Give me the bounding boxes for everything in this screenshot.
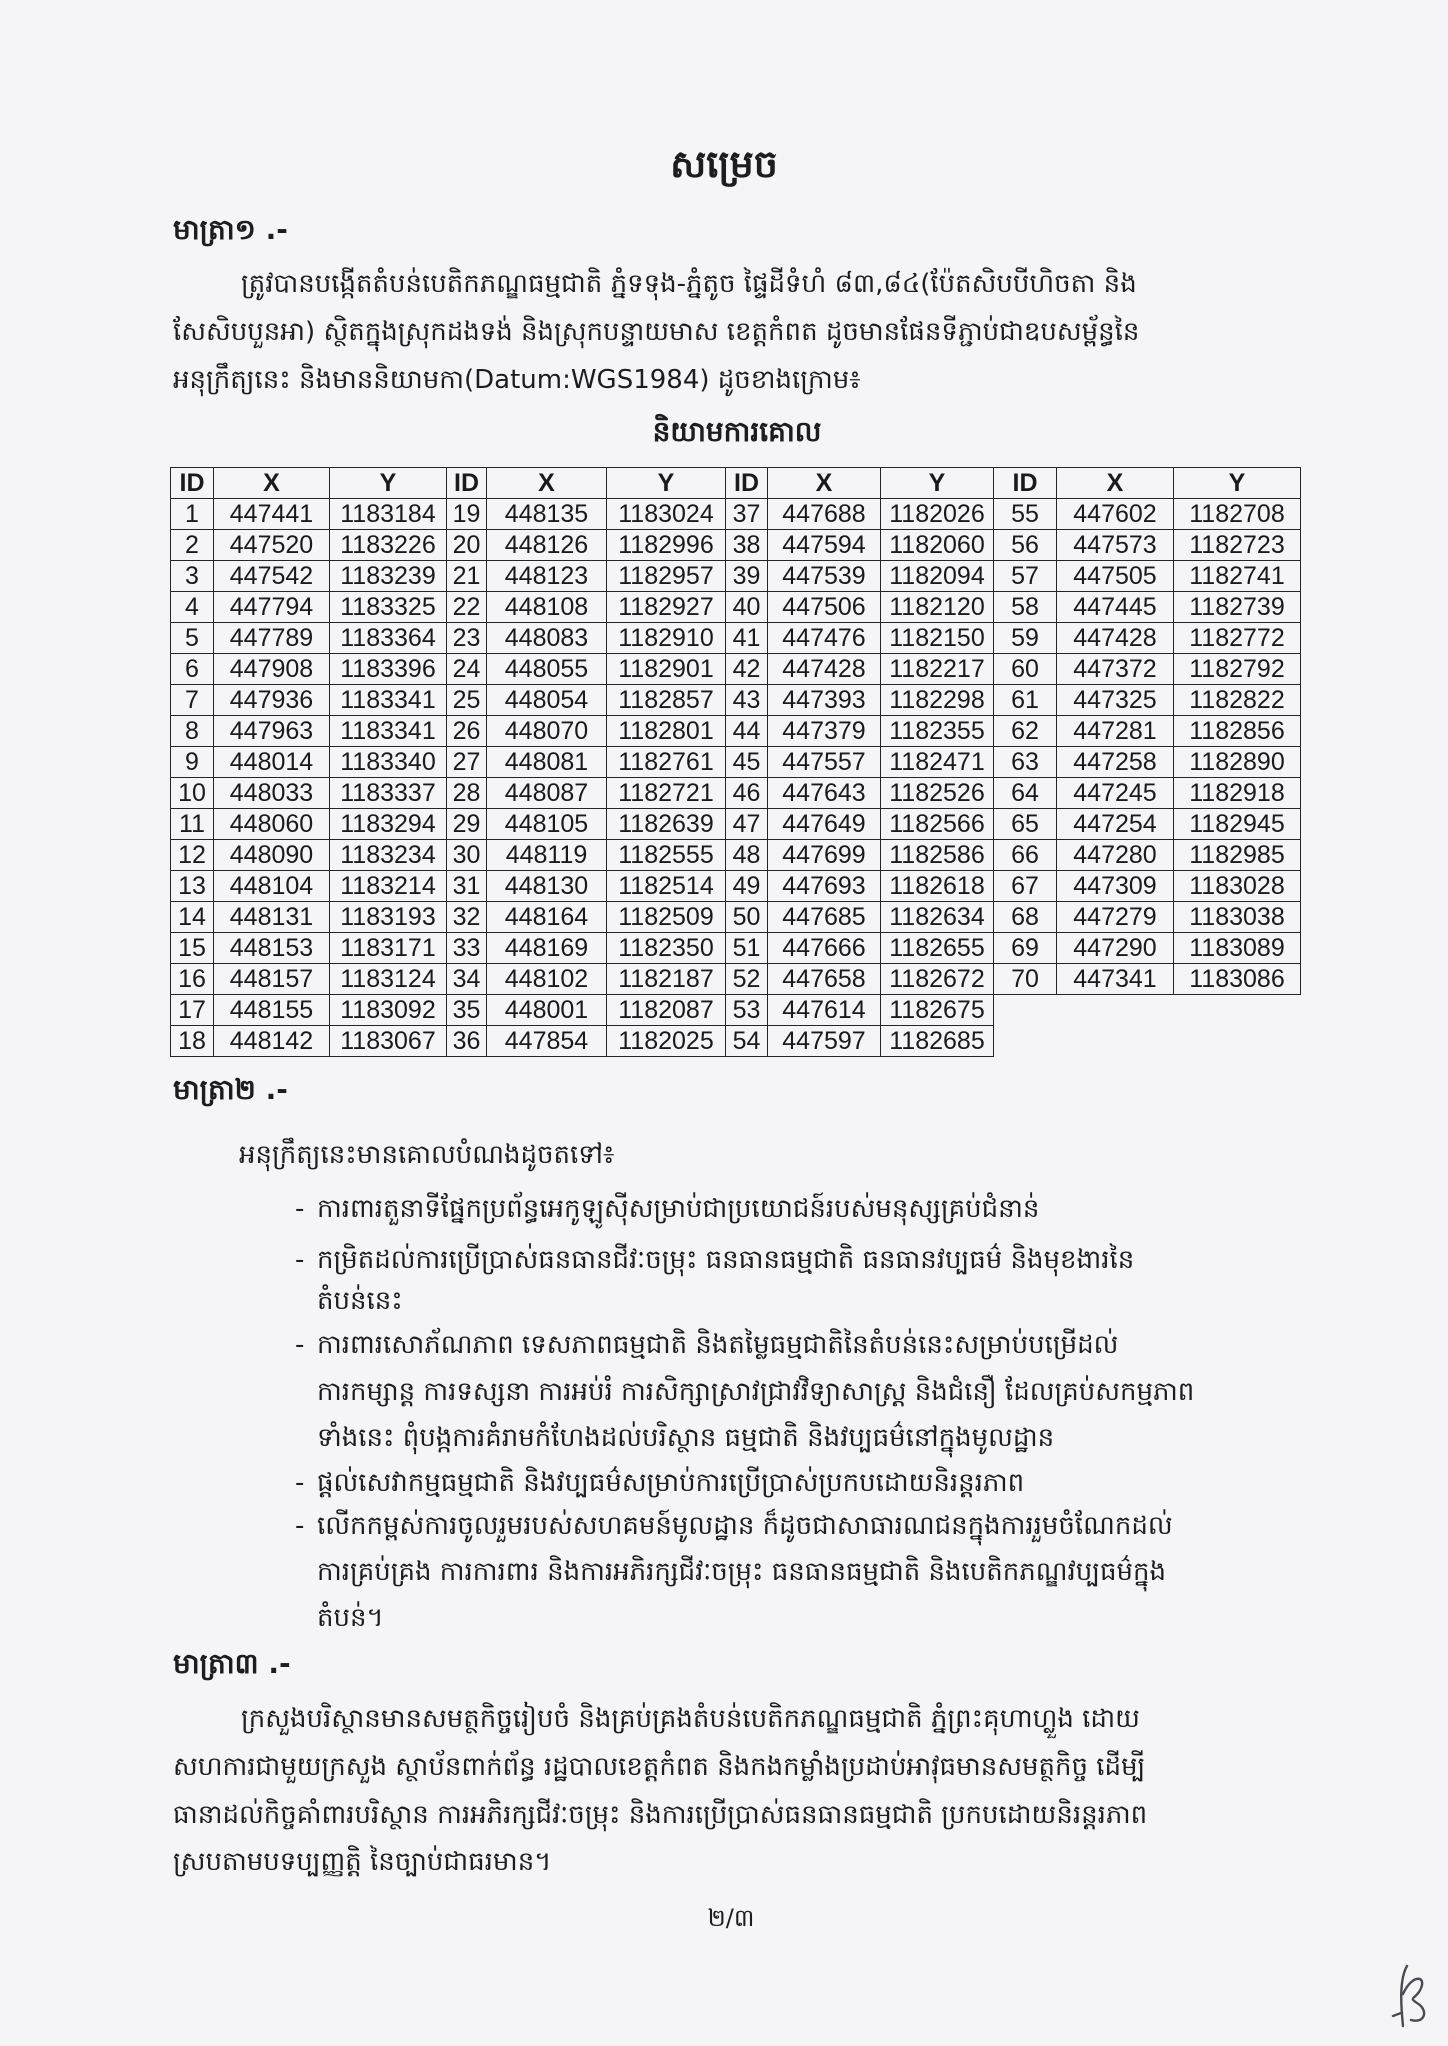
coord-y-cell: 1183396 — [330, 654, 447, 685]
coord-x-cell: 447505 — [1057, 561, 1174, 592]
coord-y-cell: 1183325 — [330, 592, 447, 623]
coord-y-cell: 1182187 — [607, 964, 726, 995]
coord-id-cell: 46 — [726, 778, 768, 809]
bullet-marker: - — [295, 1468, 305, 1498]
coord-y-cell: 1182355 — [881, 716, 994, 747]
coord-y-cell: 1182685 — [881, 1026, 994, 1057]
bullet-line: ការពារសោភ័ណភាព ទេសភាពធម្មជាតិ និងតម្លៃធម្មជាតិនៃតំបន់នេះសម្រាប់បម្រើដល់ — [317, 1330, 1119, 1360]
coord-id-cell: 12 — [171, 840, 214, 871]
coord-x-cell: 447688 — [768, 499, 881, 530]
coord-y-cell: 1183067 — [330, 1026, 447, 1057]
coord-y-cell: 1182094 — [881, 561, 994, 592]
coord-x-cell: 447279 — [1057, 902, 1174, 933]
coord-id-cell: 40 — [726, 592, 768, 623]
coord-x-cell: 448054 — [487, 685, 607, 716]
article1-heading: មាត្រា១ .- — [173, 213, 288, 246]
bullet-line: ការកម្សាន្ត ការទស្សនា ការអប់រំ ការសិក្សាស្រាវជ្រាវវិទ្យាសាស្ត្រ និងជំនឿ ដែលគ្រប់សកម្មភាព — [317, 1377, 1195, 1407]
coord-x-cell: 447258 — [1057, 747, 1174, 778]
coord-id-cell: 15 — [171, 933, 214, 964]
coord-x-cell: 447685 — [768, 902, 881, 933]
coord-x-cell: 447963 — [214, 716, 330, 747]
coord-y-cell: 1182217 — [881, 654, 994, 685]
coord-table-row — [171, 778, 1301, 809]
coord-id-cell: 61 — [994, 685, 1057, 716]
coord-y-cell: 1183024 — [607, 499, 726, 530]
coord-x-cell: 448070 — [487, 716, 607, 747]
coord-y-cell: 1182857 — [607, 685, 726, 716]
bullet-line: ការពារតួនាទីផ្នែកប្រព័ន្ធអេកូឡូស៊ីសម្រាប់ជាប្រយោជន៍របស់មនុស្សគ្រប់ជំនាន់ — [317, 1194, 1040, 1224]
coord-x-cell: 448108 — [487, 592, 607, 623]
coord-table-row — [171, 685, 1301, 716]
coord-id-cell: 33 — [447, 933, 487, 964]
bullet-line: តំបន់នេះ — [317, 1286, 403, 1316]
coord-x-cell: 448155 — [214, 995, 330, 1026]
coord-y-cell: 1182150 — [881, 623, 994, 654]
coord-id-cell: 66 — [994, 840, 1057, 871]
header-y: Y — [881, 468, 994, 499]
coord-y-cell: 1183038 — [1174, 902, 1301, 933]
coord-id-cell: 4 — [171, 592, 214, 623]
coord-x-cell: 447445 — [1057, 592, 1174, 623]
coord-x-cell: 447557 — [768, 747, 881, 778]
coord-id-cell: 25 — [447, 685, 487, 716]
coord-id-cell: 11 — [171, 809, 214, 840]
coord-table-body — [171, 499, 1301, 1057]
coord-x-cell: 447372 — [1057, 654, 1174, 685]
coord-y-cell: 1182586 — [881, 840, 994, 871]
header-x: X — [214, 468, 330, 499]
coord-y-cell: 1182672 — [881, 964, 994, 995]
bullet-marker: - — [295, 1194, 305, 1224]
coord-x-cell: 447290 — [1057, 933, 1174, 964]
coord-id-cell: 59 — [994, 623, 1057, 654]
coord-table-row — [171, 561, 1301, 592]
header-id: ID — [994, 468, 1057, 499]
coord-y-cell: 1182927 — [607, 592, 726, 623]
coord-x-cell: 447476 — [768, 623, 881, 654]
coord-id-cell: 27 — [447, 747, 487, 778]
coord-y-cell: 1182792 — [1174, 654, 1301, 685]
page-number: ២/៣ — [707, 1904, 755, 1932]
coord-y-cell: 1183341 — [330, 685, 447, 716]
empty-cell — [994, 1026, 1057, 1057]
coord-id-cell: 54 — [726, 1026, 768, 1057]
coord-y-cell: 1182723 — [1174, 530, 1301, 561]
coord-x-cell: 447693 — [768, 871, 881, 902]
bullet-line: ទាំងនេះ ពុំបង្កការគំរាមកំហែងដល់បរិស្ថាន ធម្មជាតិ និងវប្បធម៌នៅក្នុងមូលដ្ឋាន — [317, 1423, 1055, 1453]
coord-y-cell: 1182655 — [881, 933, 994, 964]
coord-y-cell: 1183086 — [1174, 964, 1301, 995]
coord-y-cell: 1182675 — [881, 995, 994, 1026]
signature-initial — [1383, 1958, 1435, 2032]
bullet-marker: - — [295, 1330, 305, 1360]
coord-x-cell: 448083 — [487, 623, 607, 654]
empty-cell — [1174, 1026, 1301, 1057]
coord-id-cell: 7 — [171, 685, 214, 716]
coord-id-cell: 8 — [171, 716, 214, 747]
coord-id-cell: 34 — [447, 964, 487, 995]
coord-y-cell: 1182298 — [881, 685, 994, 716]
coord-id-cell: 31 — [447, 871, 487, 902]
coord-x-cell: 448123 — [487, 561, 607, 592]
coord-y-cell: 1183337 — [330, 778, 447, 809]
coord-y-cell: 1183193 — [330, 902, 447, 933]
article2-intro: អនុក្រឹត្យនេះមានគោលបំណងដូចតទៅ៖ — [239, 1140, 615, 1170]
coord-x-cell: 448001 — [487, 995, 607, 1026]
bullet-line: លើកកម្ពស់ការចូលរួមរបស់សហគមន៍មូលដ្ឋាន ក៏ដូចជាសាធារណជនក្នុងការរួមចំណែកដល់ — [317, 1511, 1173, 1541]
header-x: X — [487, 468, 607, 499]
coord-y-cell: 1182526 — [881, 778, 994, 809]
coord-table-row — [171, 716, 1301, 747]
coord-id-cell: 57 — [994, 561, 1057, 592]
article1-paragraph-line: អនុក្រឹត្យនេះ និងមាននិយាមកា(Datum:WGS1984) ដូចខាងក្រោម៖ — [173, 365, 861, 395]
coord-x-cell: 447393 — [768, 685, 881, 716]
coord-y-cell: 1182985 — [1174, 840, 1301, 871]
coord-id-cell: 20 — [447, 530, 487, 561]
coord-table-row — [171, 623, 1301, 654]
coord-id-cell: 10 — [171, 778, 214, 809]
coord-y-cell: 1183340 — [330, 747, 447, 778]
coord-x-cell: 447379 — [768, 716, 881, 747]
coord-x-cell: 447506 — [768, 592, 881, 623]
coord-x-cell: 447309 — [1057, 871, 1174, 902]
coord-y-cell: 1182566 — [881, 809, 994, 840]
coord-x-cell: 447520 — [214, 530, 330, 561]
article1-paragraph-line: សែសិបបួនអា) ស្ថិតក្នុងស្រុកដងទង់ និងស្រុកបន្ទាយមាស ខេត្តកំពត ដូចមានផែនទីភ្ជាប់ជាឧបសម្ព័ន្ធនៃ — [173, 317, 1140, 347]
coord-id-cell: 49 — [726, 871, 768, 902]
coord-x-cell: 447699 — [768, 840, 881, 871]
coord-y-cell: 1182761 — [607, 747, 726, 778]
coord-table-row — [171, 1026, 1301, 1057]
coord-x-cell: 448157 — [214, 964, 330, 995]
coord-x-cell: 447643 — [768, 778, 881, 809]
bullet-marker: - — [295, 1245, 305, 1275]
coord-id-cell: 70 — [994, 964, 1057, 995]
coord-x-cell: 448087 — [487, 778, 607, 809]
coord-y-cell: 1182639 — [607, 809, 726, 840]
coord-id-cell: 56 — [994, 530, 1057, 561]
coord-x-cell: 447325 — [1057, 685, 1174, 716]
coord-id-cell: 30 — [447, 840, 487, 871]
coord-id-cell: 67 — [994, 871, 1057, 902]
coord-table-row — [171, 840, 1301, 871]
bullet-marker: - — [295, 1511, 305, 1541]
coord-y-cell: 1183171 — [330, 933, 447, 964]
coord-table-row — [171, 809, 1301, 840]
coord-id-cell: 17 — [171, 995, 214, 1026]
coord-x-cell: 448153 — [214, 933, 330, 964]
coord-y-cell: 1182856 — [1174, 716, 1301, 747]
coord-y-cell: 1182772 — [1174, 623, 1301, 654]
coord-id-cell: 18 — [171, 1026, 214, 1057]
coord-y-cell: 1182514 — [607, 871, 726, 902]
coord-y-cell: 1182555 — [607, 840, 726, 871]
coord-id-cell: 47 — [726, 809, 768, 840]
coord-id-cell: 29 — [447, 809, 487, 840]
coord-table-row — [171, 902, 1301, 933]
coord-id-cell: 23 — [447, 623, 487, 654]
coord-id-cell: 9 — [171, 747, 214, 778]
coord-y-cell: 1182910 — [607, 623, 726, 654]
coord-y-cell: 1182708 — [1174, 499, 1301, 530]
coord-y-cell: 1182087 — [607, 995, 726, 1026]
coord-y-cell: 1182721 — [607, 778, 726, 809]
coord-y-cell: 1182739 — [1174, 592, 1301, 623]
coord-x-cell: 448126 — [487, 530, 607, 561]
article3-paragraph-line: សហការជាមួយក្រសួង ស្ថាប័នពាក់ព័ន្ធ រដ្ឋបាលខេត្តកំពត និងកងកម្លាំងប្រដាប់អាវុធមានសមត្ថកិច្ច ដើម្បី — [173, 1752, 1146, 1782]
coord-id-cell: 44 — [726, 716, 768, 747]
coord-id-cell: 53 — [726, 995, 768, 1026]
coord-x-cell: 448014 — [214, 747, 330, 778]
coord-x-cell: 447908 — [214, 654, 330, 685]
coord-y-cell: 1183214 — [330, 871, 447, 902]
coord-y-cell: 1182618 — [881, 871, 994, 902]
coord-id-cell: 32 — [447, 902, 487, 933]
coord-table-row — [171, 871, 1301, 902]
coord-id-cell: 68 — [994, 902, 1057, 933]
coord-y-cell: 1183341 — [330, 716, 447, 747]
article3-paragraph-line: ក្រសួងបរិស្ថានមានសមត្ថកិច្ចរៀបចំ និងគ្រប់គ្រងតំបន់បេតិកភណ្ឌធម្មជាតិ ភ្នំព្រះគុហាហ្លួង ដោយ — [241, 1704, 1140, 1734]
coord-y-cell: 1182957 — [607, 561, 726, 592]
coord-x-cell: 448105 — [487, 809, 607, 840]
coord-id-cell: 5 — [171, 623, 214, 654]
coord-id-cell: 45 — [726, 747, 768, 778]
coord-id-cell: 43 — [726, 685, 768, 716]
coord-id-cell: 58 — [994, 592, 1057, 623]
header-x: X — [1057, 468, 1174, 499]
coord-y-cell: 1183124 — [330, 964, 447, 995]
coord-x-cell: 447281 — [1057, 716, 1174, 747]
coord-y-cell: 1182350 — [607, 933, 726, 964]
coord-id-cell: 22 — [447, 592, 487, 623]
coord-x-cell: 448131 — [214, 902, 330, 933]
coord-y-cell: 1182025 — [607, 1026, 726, 1057]
coord-y-cell: 1183184 — [330, 499, 447, 530]
empty-cell — [1174, 995, 1301, 1026]
header-y: Y — [607, 468, 726, 499]
empty-cell — [1057, 1026, 1174, 1057]
coord-x-cell: 447341 — [1057, 964, 1174, 995]
header-id: ID — [726, 468, 768, 499]
coord-id-cell: 65 — [994, 809, 1057, 840]
coord-table-row — [171, 499, 1301, 530]
coord-id-cell: 51 — [726, 933, 768, 964]
coord-table-row — [171, 654, 1301, 685]
coord-y-cell: 1183239 — [330, 561, 447, 592]
coord-x-cell: 448033 — [214, 778, 330, 809]
coord-x-cell: 447789 — [214, 623, 330, 654]
coord-x-cell: 448142 — [214, 1026, 330, 1057]
coord-id-cell: 13 — [171, 871, 214, 902]
coord-y-cell: 1182509 — [607, 902, 726, 933]
coord-x-cell: 447428 — [768, 654, 881, 685]
coord-y-cell: 1183089 — [1174, 933, 1301, 964]
coord-table-row — [171, 933, 1301, 964]
empty-cell — [1057, 995, 1174, 1026]
coord-x-cell: 448119 — [487, 840, 607, 871]
coord-id-cell: 3 — [171, 561, 214, 592]
coord-table-header-row — [171, 468, 1301, 499]
coord-y-cell: 1183364 — [330, 623, 447, 654]
coord-id-cell: 55 — [994, 499, 1057, 530]
coord-y-cell: 1182060 — [881, 530, 994, 561]
coord-x-cell: 447649 — [768, 809, 881, 840]
article2-heading: មាត្រា២ .- — [173, 1073, 288, 1106]
coord-id-cell: 35 — [447, 995, 487, 1026]
article1-paragraph-line: ត្រូវបានបង្កើតតំបន់បេតិកភណ្ឌធម្មជាតិ ភ្នំទទុង-ភ្នំតូច ផ្ទៃដីទំហំ ៨៣,៨៤(ប៉ែតសិបបីហិចតា និង — [241, 269, 1137, 299]
coord-table-row — [171, 592, 1301, 623]
coord-x-cell: 447542 — [214, 561, 330, 592]
coord-id-cell: 1 — [171, 499, 214, 530]
header-id: ID — [171, 468, 214, 499]
coord-y-cell: 1182996 — [607, 530, 726, 561]
coord-y-cell: 1183028 — [1174, 871, 1301, 902]
coord-id-cell: 16 — [171, 964, 214, 995]
coord-y-cell: 1182901 — [607, 654, 726, 685]
coord-x-cell: 447573 — [1057, 530, 1174, 561]
coord-x-cell: 448135 — [487, 499, 607, 530]
header-x: X — [768, 468, 881, 499]
article3-heading: មាត្រា៣ .- — [173, 1647, 291, 1680]
coord-x-cell: 448081 — [487, 747, 607, 778]
coord-id-cell: 48 — [726, 840, 768, 871]
coord-x-cell: 447441 — [214, 499, 330, 530]
coord-id-cell: 39 — [726, 561, 768, 592]
coord-id-cell: 2 — [171, 530, 214, 561]
coord-y-cell: 1182471 — [881, 747, 994, 778]
coord-x-cell: 448169 — [487, 933, 607, 964]
coord-id-cell: 26 — [447, 716, 487, 747]
coord-x-cell: 448055 — [487, 654, 607, 685]
coord-table-row — [171, 530, 1301, 561]
header-id: ID — [447, 468, 487, 499]
coord-y-cell: 1182741 — [1174, 561, 1301, 592]
coord-id-cell: 28 — [447, 778, 487, 809]
coord-id-cell: 52 — [726, 964, 768, 995]
coord-x-cell: 447614 — [768, 995, 881, 1026]
coord-table-row — [171, 964, 1301, 995]
coord-y-cell: 1182918 — [1174, 778, 1301, 809]
coord-id-cell: 14 — [171, 902, 214, 933]
coord-table-row — [171, 747, 1301, 778]
empty-cell — [994, 995, 1057, 1026]
coord-x-cell: 447854 — [487, 1026, 607, 1057]
coord-x-cell: 447594 — [768, 530, 881, 561]
coord-id-cell: 24 — [447, 654, 487, 685]
coord-id-cell: 38 — [726, 530, 768, 561]
coord-y-cell: 1182945 — [1174, 809, 1301, 840]
coord-id-cell: 21 — [447, 561, 487, 592]
coord-y-cell: 1182890 — [1174, 747, 1301, 778]
coord-id-cell: 50 — [726, 902, 768, 933]
coord-id-cell: 62 — [994, 716, 1057, 747]
coord-id-cell: 64 — [994, 778, 1057, 809]
coord-y-cell: 1182634 — [881, 902, 994, 933]
coord-x-cell: 447658 — [768, 964, 881, 995]
header-y: Y — [330, 468, 447, 499]
coord-x-cell: 447428 — [1057, 623, 1174, 654]
coord-y-cell: 1183294 — [330, 809, 447, 840]
coord-y-cell: 1182026 — [881, 499, 994, 530]
coord-y-cell: 1183234 — [330, 840, 447, 871]
coord-x-cell: 447539 — [768, 561, 881, 592]
coord-x-cell: 448090 — [214, 840, 330, 871]
coordinate-table-title: និយាមការគោល — [652, 415, 822, 448]
coord-y-cell: 1183092 — [330, 995, 447, 1026]
coord-x-cell: 448060 — [214, 809, 330, 840]
coord-x-cell: 447602 — [1057, 499, 1174, 530]
coord-id-cell: 36 — [447, 1026, 487, 1057]
coord-x-cell: 447597 — [768, 1026, 881, 1057]
coord-x-cell: 448130 — [487, 871, 607, 902]
coord-id-cell: 63 — [994, 747, 1057, 778]
bullet-line: ការគ្រប់គ្រង ការការពារ និងការអភិរក្សជីវៈចម្រុះ ធនធានធម្មជាតិ និងបេតិកភណ្ឌវប្បធម៌ក្នុង — [317, 1557, 1167, 1587]
coord-x-cell: 447666 — [768, 933, 881, 964]
coord-y-cell: 1182822 — [1174, 685, 1301, 716]
coord-x-cell: 448164 — [487, 902, 607, 933]
header-y: Y — [1174, 468, 1301, 499]
coordinate-table — [170, 467, 1301, 1057]
bullet-line: កម្រិតដល់ការប្រើប្រាស់ធនធានជីវៈចម្រុះ ធនធានធម្មជាតិ ធនធានវប្បធម៌ និងមុខងារនៃ — [317, 1245, 1135, 1275]
coord-id-cell: 41 — [726, 623, 768, 654]
coord-x-cell: 448104 — [214, 871, 330, 902]
coord-x-cell: 448102 — [487, 964, 607, 995]
coord-y-cell: 1182120 — [881, 592, 994, 623]
coord-id-cell: 37 — [726, 499, 768, 530]
coord-y-cell: 1182801 — [607, 716, 726, 747]
coord-x-cell: 447794 — [214, 592, 330, 623]
coord-x-cell: 447254 — [1057, 809, 1174, 840]
bullet-line: តំបន់។ — [317, 1603, 384, 1633]
coord-x-cell: 447280 — [1057, 840, 1174, 871]
coord-table-row — [171, 995, 1301, 1026]
article3-paragraph-line: ធានាដល់កិច្ចគាំពារបរិស្ថាន ការអភិរក្សជីវៈចម្រុះ និងការប្រើប្រាស់ធនធានធម្មជាតិ ប្រកបដោយនិរន្តរភាព — [173, 1800, 1148, 1830]
coord-id-cell: 60 — [994, 654, 1057, 685]
coord-id-cell: 69 — [994, 933, 1057, 964]
coord-x-cell: 447245 — [1057, 778, 1174, 809]
coord-id-cell: 6 — [171, 654, 214, 685]
coord-id-cell: 42 — [726, 654, 768, 685]
bullet-line: ផ្តល់សេវាកម្មធម្មជាតិ និងវប្បធម៌សម្រាប់ការប្រើប្រាស់ប្រកបដោយនិរន្តរភាព — [317, 1468, 1025, 1498]
coord-y-cell: 1183226 — [330, 530, 447, 561]
coord-id-cell: 19 — [447, 499, 487, 530]
article3-paragraph-line: ស្របតាមបទប្បញ្ញត្តិ នៃច្បាប់ជាធរមាន។ — [173, 1847, 552, 1877]
coord-x-cell: 447936 — [214, 685, 330, 716]
document-title: សម្រេច — [670, 142, 778, 186]
